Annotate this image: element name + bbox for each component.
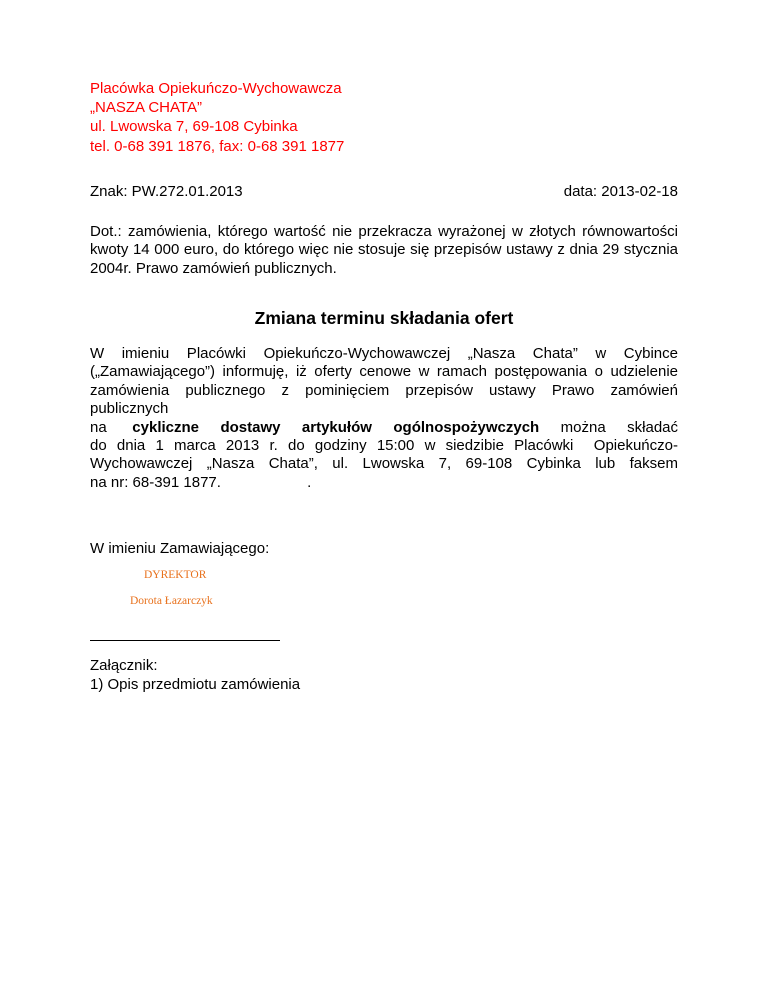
attachments-label: Załącznik:: [90, 657, 158, 674]
body-line-text: do dnia 1 marca 2013 r. do godziny 15:00 w siedzibie Placówki Opiekuńczo-: [90, 437, 678, 455]
body-line: [90, 382, 678, 400]
body-line: [90, 437, 678, 455]
body-line-text: na nr: 68-391 1877.: [90, 473, 221, 491]
org-name: Placówka Opiekuńczo-Wychowawcza: [90, 80, 342, 97]
body-line-text: publicznych: [90, 400, 169, 418]
body-line-text: na: [90, 418, 111, 436]
body-line-text: zamówienia publicznego z pominięciem przepisów ustawy Prawo zamówień: [90, 381, 678, 399]
attachment-item: 1) Opis przedmiotu zamówienia: [90, 676, 301, 693]
body-line-text: W imieniu Placówki Opiekuńczo-Wychowawczej „Nasza Chata” w Cybince: [90, 345, 678, 362]
body-bold-text: cykliczne: [132, 418, 200, 436]
letterhead: [90, 79, 344, 156]
signature-name: Dorota Łazarczyk: [130, 595, 213, 607]
org-alias: „NASZA CHATA”: [90, 99, 202, 117]
signature-line: [90, 640, 280, 641]
document-date: data: 2013-02-18: [563, 183, 678, 200]
trailing-dot: .: [307, 473, 312, 491]
body-line: [90, 474, 678, 492]
attachments-section: [90, 656, 300, 694]
org-address: ul. Lwowska 7, 69-108 Cybinka: [90, 118, 298, 136]
reference-number: Znak: PW.272.01.2013: [90, 183, 243, 200]
body-bold-text: dostawy: [220, 418, 281, 436]
document-title: Zmiana terminu składania ofert: [254, 308, 514, 328]
body-line-text: składać: [627, 418, 678, 436]
signer-intro: W imieniu Zamawiającego:: [90, 540, 270, 557]
signature-role: DYREKTOR: [144, 569, 207, 581]
body-bold-text: ogólnospożywczych: [393, 418, 540, 436]
body-line-text: Wychowawczej „Nasza Chata”, ul. Lwowska 7, 69-108 Cybinka lub faksem: [90, 455, 678, 473]
body-line: [90, 455, 678, 473]
subject-paragraph: Dot.: zamówienia, którego wartość nie przekracza wyrażonej w złotych równowartości kwoty 14 000 euro, do którego więc nie stosuje się przepisów ustawy z dnia 29 stycznia 2004r. Prawo zamówień publicznych.: [90, 223, 678, 277]
body-line: [90, 400, 678, 418]
body-line-text: („Zamawiającego”) informuję, iż oferty cenowe w ramach postępowania o udzielenie: [90, 363, 678, 381]
body-bold-text: artykułów: [301, 418, 372, 436]
body-line-text: można: [560, 418, 606, 436]
body-line: [90, 363, 678, 381]
body-paragraph: [90, 345, 678, 492]
body-line-products: [90, 419, 678, 437]
org-phone-fax: tel. 0-68 391 1876, fax: 0-68 391 1877: [90, 137, 345, 155]
body-line: [90, 345, 678, 363]
